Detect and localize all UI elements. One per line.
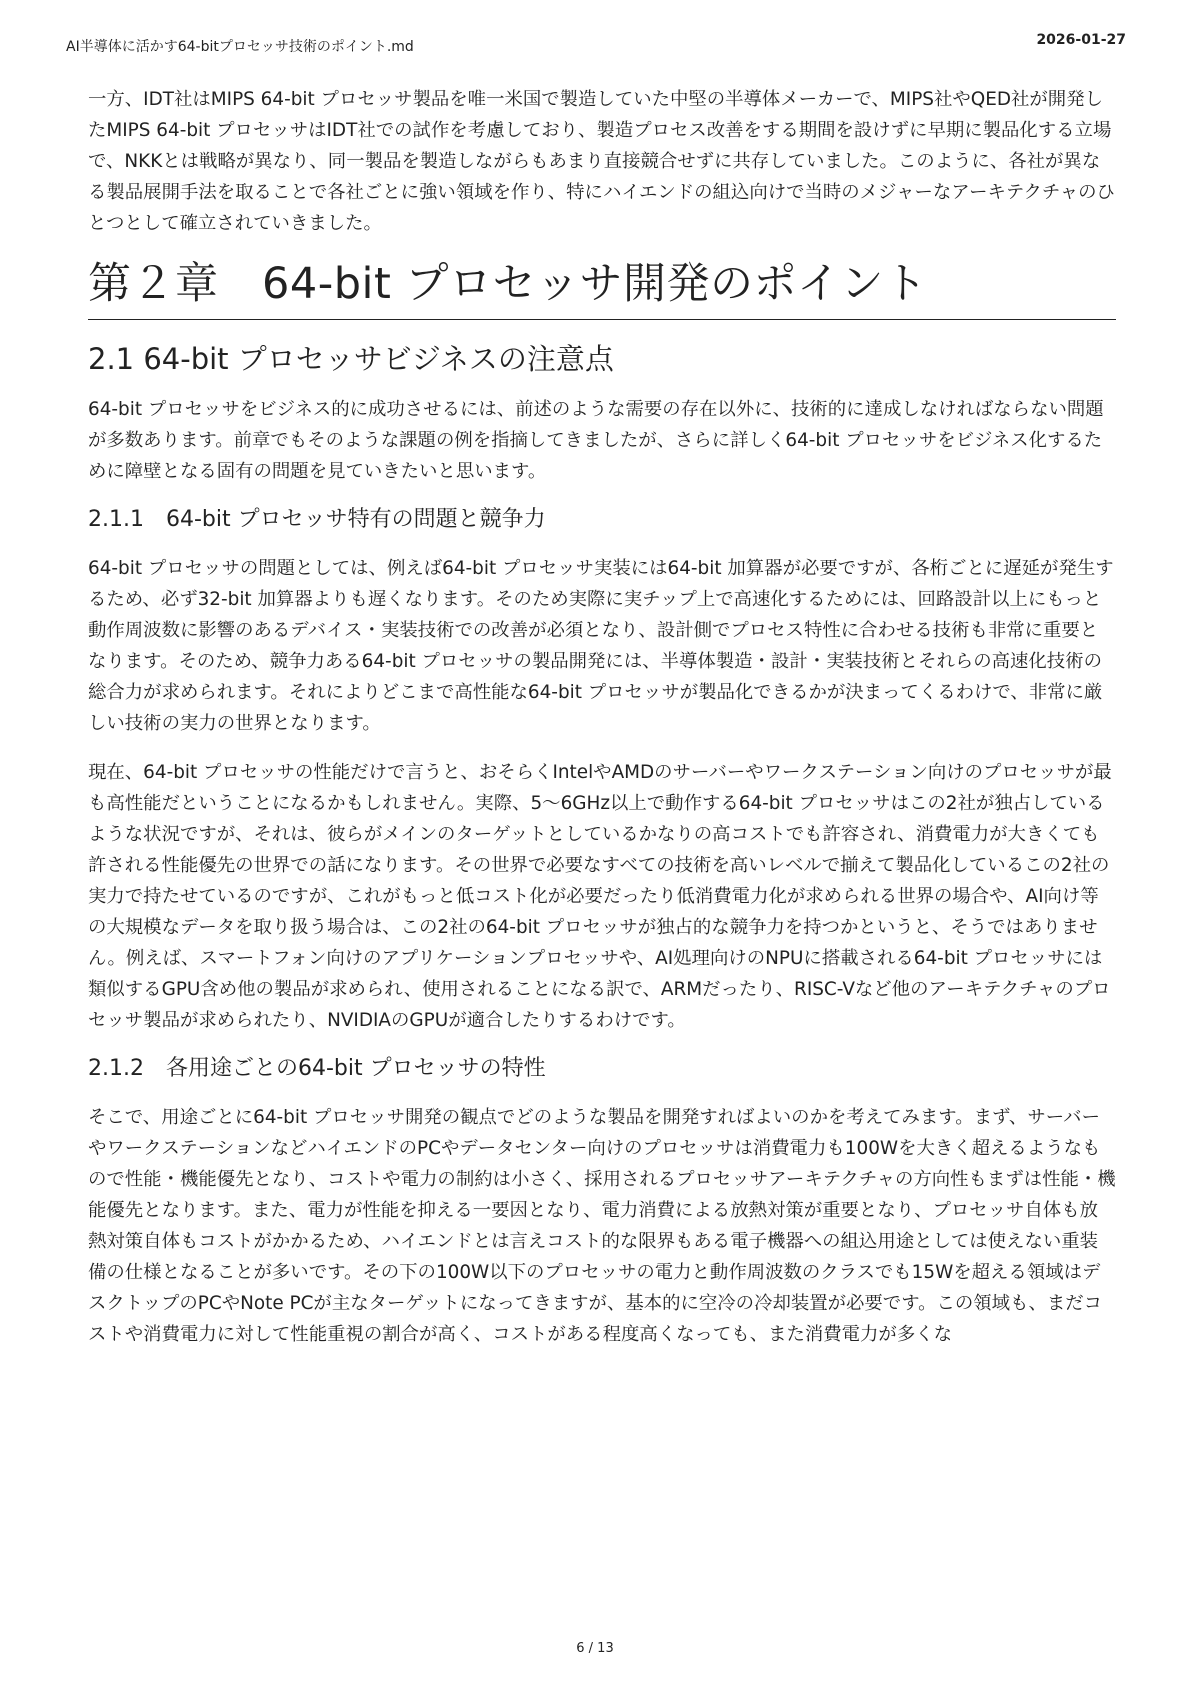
section-2-1-paragraph: 64-bit プロセッサをビジネス的に成功させるには、前述のような需要の存在以外に、技術的に達成しなければならない問題が多数あります。前章でもそのような課題の例を指摘してきましたが、さらに詳しく64-bit プロセッサをビジネス化するために障壁となる固有の問題を見ていきたいと思います。	[88, 399, 1104, 482]
page-number: 6 / 13	[576, 1641, 614, 1656]
section-2-1-2-paragraph: そこで、用途ごとに64-bit プロセッサ開発の観点でどのような製品を開発すればよいのかを考えてみます。まず、サーバーやワークステーションなどハイエンドのPCやデータセンター向けのプロセッサは消費電力も100Wを大きく超えるようなもので性能・機能優先となり、コストや電力の制約は小さく、採用されるプロセッサアーキテクチャの方向性もまずは性能・機能優先となります。また、電力が性能を抑える一要因となり、電力消費による放熱対策が重要となり、プロセッサ自体も放熱対策自体もコストがかかるため、ハイエンドとは言えコスト的な限界もある電子機器への組込用途としては使えない重装備の仕様となることが多いです。その下の100W以下のプロセッサの電力と動作周波数のクラスでも15Wを超える領域はデスクトップのPCやNote PCが主なターゲットになってきますが、基本的に空冷の冷却装置が必要です。この領域も、まだコストや消費電力に対して性能重視の割合が高く、コストがある程度高くなっても、また消費電力が多くな	[88, 1107, 1116, 1345]
section-2-1-1-paragraph-1: 64-bit プロセッサの問題としては、例えば64-bit プロセッサ実装には64-bit 加算器が必要ですが、各桁ごとに遅延が発生するため、必ず32-bit 加算器よりも遅くなります。そのため実際に実チップ上で高速化するためには、回路設計以上にもっと動作周波数に影響のあるデバイス・実装技術での改善が必須となり、設計側でプロセス特性に合わせる技術も非常に重要となります。そのため、競争力ある64-bit プロセッサの製品開発には、半導体製造・設計・実装技術とそれらの高速化技術の総合力が求められます。それによりどこまで高性能な64-bit プロセッサが製品化できるかが決まってくるわけで、非常に厳しい技術の実力の世界となります。	[88, 558, 1114, 734]
document-title: AI半導体に活かす64-bitプロセッサ技術のポイント.md	[66, 39, 414, 55]
print-date: 2026-01-27	[1036, 32, 1126, 48]
section-2-1-1-paragraph-2: 現在、64-bit プロセッサの性能だけで言うと、おそらくIntelやAMDのサーバーやワークステーション向けのプロセッサが最も高性能だということになるかもしれません。実際、5～6GHz以上で動作する64-bit プロセッサはこの2社が独占しているような状況ですが、それは、彼らがメインのターゲットとしているかなりの高コストでも許容され、消費電力が大きくても許される性能優先の世界での話になります。その世界で必要なすべての技術を高いレベルで揃えて製品化しているこの2社の実力で持たせているのですが、これがもっと低コスト化が必要だったり低消費電力化が求められる世界の場合や、AI向け等の大規模なデータを取り扱う場合は、この2社の64-bit プロセッサが独占的な競争力を持つかというと、そうではありません。例えば、スマートフォン向けのアプリケーションプロセッサや、AI処理向けのNPUに搭載される64-bit プロセッサには類似するGPU含め他の製品が求められ、使用されることになる訳で、ARMだったり、RISC-Vなど他のアーキテクチャのプロセッサ製品が求められたり、NVIDIAのGPUが適合したりするわけです。	[88, 762, 1112, 1031]
subsection-heading-2-1-1: 2.1.1 64-bit プロセッサ特有の問題と競争力	[88, 507, 546, 532]
chapter-heading: 第２章 64-bit プロセッサ開発のポイント	[88, 257, 1116, 320]
subsection-heading-2-1-2: 2.1.2 各用途ごとの64-bit プロセッサの特性	[88, 1056, 546, 1081]
document-body	[88, 84, 1116, 1368]
section-heading-2-1: 2.1 64-bit プロセッサビジネスの注意点	[88, 342, 614, 376]
intro-paragraph: 一方、IDT社はMIPS 64-bit プロセッサ製品を唯一米国で製造していた中堅の半導体メーカーで、MIPS社やQED社が開発したMIPS 64-bit プロセッサはIDT社での試作を考慮しており、製造プロセス改善をする期間を設けずに早期に製品化する立場で、NKKとは戦略が異なり、同一製品を製造しながらもあまり直接競合せずに共存していました。このように、各社が異なる製品展開手法を取ることで各社ごとに強い領域を作り、特にハイエンドの組込向けで当時のメジャーなアーキテクチャのひとつとして確立されていきました。	[88, 89, 1115, 234]
